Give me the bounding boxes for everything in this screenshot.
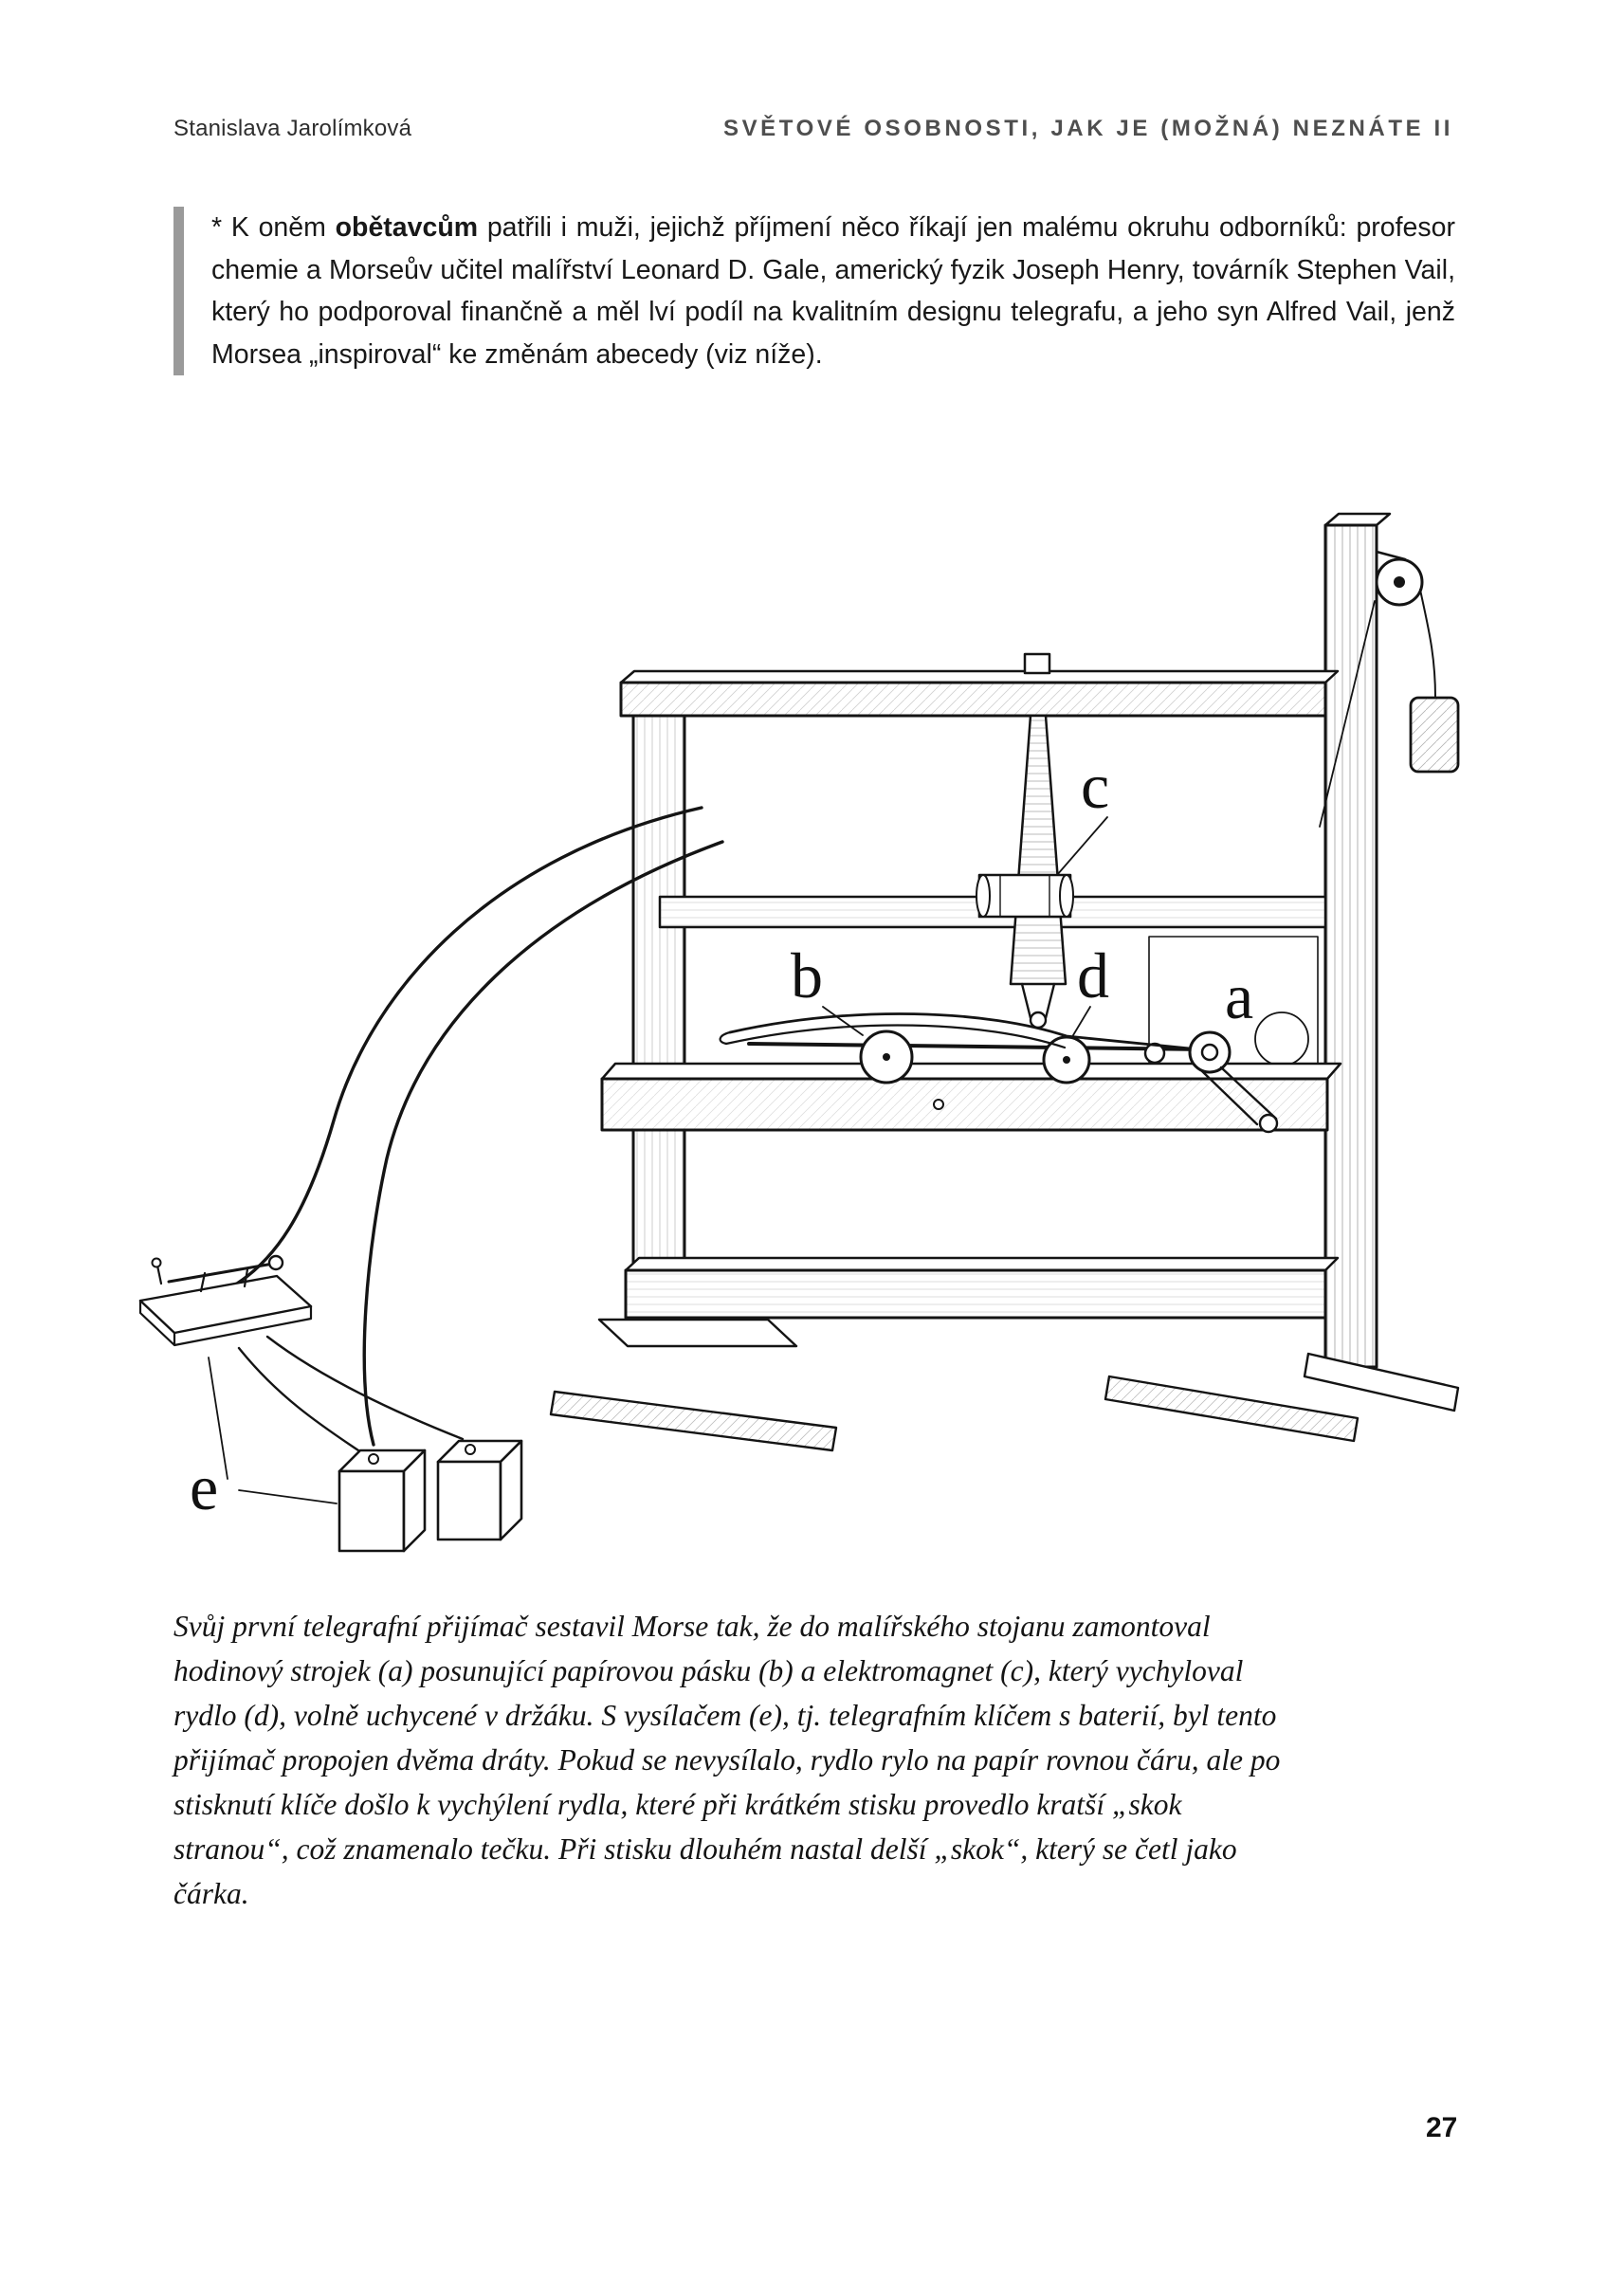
- base-boards: [551, 1320, 1458, 1450]
- telegraph-illustration: [133, 512, 1469, 1578]
- book-title: SVĚTOVÉ OSOBNOSTI, JAK JE (MOŽNÁ) NEZNÁTE II: [722, 116, 1453, 141]
- telegraph-key: [140, 1256, 311, 1345]
- footnote-block: [173, 207, 1455, 375]
- footnote-sidebar-rule: [173, 207, 184, 375]
- label-b: b: [791, 939, 823, 1011]
- label-d: d: [1077, 939, 1109, 1011]
- easel-left-post: [633, 716, 684, 1320]
- figure-caption: Svůj první telegrafní přijímač sestavil Morse tak, že do malířského stojanu zamontoval hodinový strojek (a) posunující papírovou pásku (b) a elektromagnet (c), který vychyloval rydlo (d), volně uchycené v držáku. S vysílačem (e), tj. telegrafním klíčem s baterií, byl tento přijímač propojen dvěma dráty. Pokud se nevysílalo, rydlo rylo na papír rovnou čáru, ale po stisknutí klíče došlo k vychýlení rydla, které při krátkém stisku provedlo kratší „skok stranou“, což znamenalo tečku. Při stisku dlouhém nastal delší „skok“, který se četl jako čárka.: [173, 1610, 1281, 1910]
- footnote-prefix: * K oněm: [211, 212, 336, 243]
- footnote-bold-word: obětavcům: [335, 212, 479, 243]
- bottom-beam: [626, 1258, 1338, 1318]
- footnote-rest: patřili i muži, jejichž příjmení něco říkají jen malému okruhu odborníků: profesor chemie a Morseův učitel malířství Leonard D. Gale, americký fyzik Joseph Henry, továrník Stephen Vail, který ho podporoval finančně a měl lví podíl na kvalitním designu telegrafu, a jeho syn Alfred Vail, jenž Morsea „inspiroval“ ke změnám abecedy (viz níže).: [211, 212, 1455, 370]
- label-e: e: [190, 1451, 219, 1523]
- footnote-text: [211, 207, 1455, 375]
- label-a: a: [1225, 960, 1254, 1032]
- counterweight: [1411, 590, 1458, 772]
- battery-left: [339, 1450, 425, 1551]
- electromagnet: [976, 875, 1073, 917]
- author-name: Stanislava Jarolímková: [173, 116, 412, 141]
- morse-telegraph-drawing: [133, 512, 1469, 1578]
- page-header: [173, 116, 1453, 142]
- top-beam: [621, 671, 1338, 716]
- figure-labels: [190, 750, 1253, 1523]
- label-c: c: [1081, 750, 1110, 822]
- page-number: 27: [1426, 2112, 1458, 2143]
- easel-right-post: [1325, 514, 1390, 1367]
- battery-right: [438, 1441, 521, 1540]
- pulley: [1377, 552, 1422, 605]
